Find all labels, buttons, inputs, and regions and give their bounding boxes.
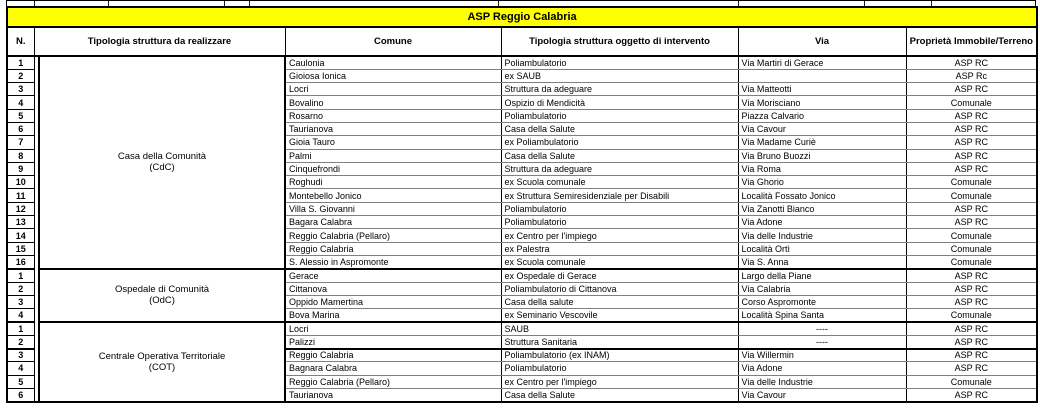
cell-proprieta: Comunale: [906, 189, 1037, 202]
cell-proprieta: ASP RC: [906, 282, 1037, 295]
cell-row-number: 4: [7, 309, 34, 322]
cell-row-number: 15: [7, 242, 34, 255]
cell-comune: Cittanova: [285, 282, 501, 295]
tipologia-acronym: (CdC): [149, 162, 175, 174]
asp-structures-table: [6, 6, 1038, 403]
cell-proprieta: ASP RC: [906, 56, 1037, 69]
cell-tipologia-intervento: ex Centro per l'impiego: [501, 229, 738, 242]
cell-tipologia-intervento: Struttura Sanitaria: [501, 335, 738, 348]
cell-comune: Montebello Jonico: [285, 189, 501, 202]
cell-comune: Caulonia: [285, 56, 501, 69]
cell-tipologia-intervento: ex Palestra: [501, 242, 738, 255]
cell-via: Località Fossato Jonico: [738, 189, 906, 202]
cell-tipologia-intervento: Poliambulatorio: [501, 56, 738, 69]
cell-tipologia-intervento: Poliambulatorio: [501, 362, 738, 375]
cell-row-number: 10: [7, 176, 34, 189]
cell-tipologia-intervento: ex SAUB: [501, 69, 738, 82]
cell-proprieta: ASP RC: [906, 269, 1037, 282]
cell-via: Via Cavour: [738, 122, 906, 135]
cell-tipologia-intervento: Casa della salute: [501, 295, 738, 308]
table-row: [7, 322, 1037, 335]
cell-proprieta: ASP RC: [906, 362, 1037, 375]
tipologia-acronym: (OdC): [149, 295, 175, 307]
cell-row-number: 9: [7, 162, 34, 175]
column-header-proprieta: Proprietà Immobile/Terreno: [906, 27, 1037, 56]
cell-comune: Locri: [285, 83, 501, 96]
cell-comune: Gioiosa Ionica: [285, 69, 501, 82]
cell-row-number: 2: [7, 335, 34, 348]
table-title-row: [7, 7, 1037, 27]
tipologia-name: Casa della Comunità: [117, 151, 207, 163]
column-header-n: N.: [7, 27, 34, 56]
cell-tipologia-intervento: Poliambulatorio: [501, 202, 738, 215]
cell-comune: Palmi: [285, 149, 501, 162]
cell-comune: Rosarno: [285, 109, 501, 122]
cell-via: Via Zanotti Bianco: [738, 202, 906, 215]
cell-tipologia-intervento: Poliambulatorio: [501, 109, 738, 122]
cell-comune: Bova Marina: [285, 309, 501, 322]
cell-tipologia-struttura: [39, 269, 285, 322]
cell-proprieta: ASP RC: [906, 388, 1037, 401]
cell-comune: Palizzi: [285, 335, 501, 348]
cell-row-number: 12: [7, 202, 34, 215]
cell-comune: Villa S. Giovanni: [285, 202, 501, 215]
cell-via: Via Cavour: [738, 388, 906, 401]
cell-proprieta: ASP RC: [906, 335, 1037, 348]
cell-tipologia-intervento: SAUB: [501, 322, 738, 335]
cell-row-number: 3: [7, 349, 34, 362]
cell-row-number: 14: [7, 229, 34, 242]
cell-via: Via Adone: [738, 216, 906, 229]
cell-via: Località Spina Santa: [738, 309, 906, 322]
cell-tipologia-intervento: Poliambulatorio di Cittanova: [501, 282, 738, 295]
cell-row-number: 6: [7, 388, 34, 401]
cell-proprieta: Comunale: [906, 176, 1037, 189]
cell-via: Corso Aspromonte: [738, 295, 906, 308]
cell-tipologia-intervento: ex Scuola comunale: [501, 176, 738, 189]
table-row: [7, 56, 1037, 69]
cell-proprieta: Comunale: [906, 255, 1037, 268]
column-header-tipologia-intervento: Tipologia struttura oggetto di intervento: [501, 27, 738, 56]
cell-via: Via Calabria: [738, 282, 906, 295]
cell-row-number: 1: [7, 269, 34, 282]
table-row: [7, 269, 1037, 282]
cell-tipologia-intervento: Casa della Salute: [501, 388, 738, 401]
cell-comune: S. Alessio in Aspromonte: [285, 255, 501, 268]
cell-row-number: 1: [7, 322, 34, 335]
cell-comune: Gioia Tauro: [285, 136, 501, 149]
cell-row-number: 2: [7, 282, 34, 295]
cell-tipologia-intervento: ex Scuola comunale: [501, 255, 738, 268]
cell-proprieta: ASP RC: [906, 122, 1037, 135]
cell-row-number: 11: [7, 189, 34, 202]
cell-via: Piazza Calvario: [738, 109, 906, 122]
cell-proprieta: ASP RC: [906, 322, 1037, 335]
cell-tipologia-struttura: [39, 56, 285, 269]
cell-proprieta: ASP RC: [906, 202, 1037, 215]
cell-proprieta: ASP RC: [906, 162, 1037, 175]
cell-tipologia-intervento: ex Seminario Vescovile: [501, 309, 738, 322]
cell-via: [738, 69, 906, 82]
column-header-via: Via: [738, 27, 906, 56]
cell-row-number: 6: [7, 122, 34, 135]
cell-row-number: 5: [7, 375, 34, 388]
cell-proprieta: Comunale: [906, 229, 1037, 242]
cell-via: Via Adone: [738, 362, 906, 375]
cell-tipologia-intervento: Ospizio di Mendicità: [501, 96, 738, 109]
tipologia-name: Ospedale di Comunità: [115, 284, 209, 296]
cell-proprieta: ASP RC: [906, 83, 1037, 96]
cell-row-number: 16: [7, 255, 34, 268]
cell-row-number: 1: [7, 56, 34, 69]
cell-comune: Reggio Calabria (Pellaro): [285, 229, 501, 242]
cell-proprieta: Comunale: [906, 375, 1037, 388]
cell-comune: Taurianova: [285, 388, 501, 401]
cell-row-number: 4: [7, 96, 34, 109]
cell-via: Via Matteotti: [738, 83, 906, 96]
cell-comune: Taurianova: [285, 122, 501, 135]
cell-comune: Gerace: [285, 269, 501, 282]
cell-tipologia-intervento: ex Ospedale di Gerace: [501, 269, 738, 282]
cell-comune: Bagnara Calabra: [285, 362, 501, 375]
cell-comune: Bovalino: [285, 96, 501, 109]
cell-row-number: 13: [7, 216, 34, 229]
cell-proprieta: Comunale: [906, 309, 1037, 322]
cell-proprieta: Comunale: [906, 96, 1037, 109]
column-header-row: [7, 27, 1037, 56]
cell-tipologia-intervento: Struttura da adeguare: [501, 162, 738, 175]
cell-via: ----: [738, 335, 906, 348]
cell-row-number: 7: [7, 136, 34, 149]
cell-via: Via Bruno Buozzi: [738, 149, 906, 162]
cell-comune: Reggio Calabria: [285, 349, 501, 362]
cell-comune: Locri: [285, 322, 501, 335]
cell-via: Via Morisciano: [738, 96, 906, 109]
cell-proprieta: ASP RC: [906, 149, 1037, 162]
tipologia-name: Centrale Operativa Territoriale: [98, 350, 226, 362]
cell-tipologia-intervento: Casa della Salute: [501, 122, 738, 135]
cell-tipologia-intervento: ex Poliambulatorio: [501, 136, 738, 149]
cell-via: Largo della Piane: [738, 269, 906, 282]
cell-proprieta: ASP Rc: [906, 69, 1037, 82]
cell-proprieta: ASP RC: [906, 216, 1037, 229]
cell-via: Via Roma: [738, 162, 906, 175]
cell-row-number: 3: [7, 83, 34, 96]
cell-tipologia-intervento: Poliambulatorio (ex INAM): [501, 349, 738, 362]
cell-via: Località Ortì: [738, 242, 906, 255]
cell-tipologia-intervento: ex Struttura Semiresidenziale per Disabili: [501, 189, 738, 202]
cell-row-number: 3: [7, 295, 34, 308]
cell-comune: Cinquefrondi: [285, 162, 501, 175]
cell-row-number: 8: [7, 149, 34, 162]
table-title: ASP Reggio Calabria: [7, 7, 1037, 27]
cell-proprieta: ASP RC: [906, 109, 1037, 122]
cell-via: Via Madame Curiè: [738, 136, 906, 149]
cell-tipologia-intervento: Poliambulatorio: [501, 216, 738, 229]
cell-tipologia-struttura: [39, 322, 285, 402]
cell-comune: Oppido Mamertina: [285, 295, 501, 308]
cell-tipologia-intervento: Casa della Salute: [501, 149, 738, 162]
cell-tipologia-intervento: Struttura da adeguare: [501, 83, 738, 96]
cell-proprieta: ASP RC: [906, 295, 1037, 308]
cell-comune: Roghudi: [285, 176, 501, 189]
cell-proprieta: ASP RC: [906, 136, 1037, 149]
cell-via: Via delle Industrie: [738, 229, 906, 242]
cell-via: Via delle Industrie: [738, 375, 906, 388]
cell-via: ----: [738, 322, 906, 335]
cell-comune: Reggio Calabria: [285, 242, 501, 255]
column-header-comune: Comune: [285, 27, 501, 56]
cell-proprieta: Comunale: [906, 242, 1037, 255]
cell-via: Via Martiri di Gerace: [738, 56, 906, 69]
cell-row-number: 5: [7, 109, 34, 122]
cell-via: Via S. Anna: [738, 255, 906, 268]
cell-tipologia-intervento: ex Centro per l'impiego: [501, 375, 738, 388]
cell-via: Via Ghorio: [738, 176, 906, 189]
column-header-tipologia-realizzare: Tipologia struttura da realizzare: [34, 27, 285, 56]
cell-row-number: 4: [7, 362, 34, 375]
cell-row-number: 2: [7, 69, 34, 82]
cell-comune: Reggio Calabria (Pellaro): [285, 375, 501, 388]
tipologia-acronym: (COT): [148, 361, 176, 373]
cell-via: Via Willermin: [738, 349, 906, 362]
cell-comune: Bagara Calabra: [285, 216, 501, 229]
cell-proprieta: ASP RC: [906, 349, 1037, 362]
